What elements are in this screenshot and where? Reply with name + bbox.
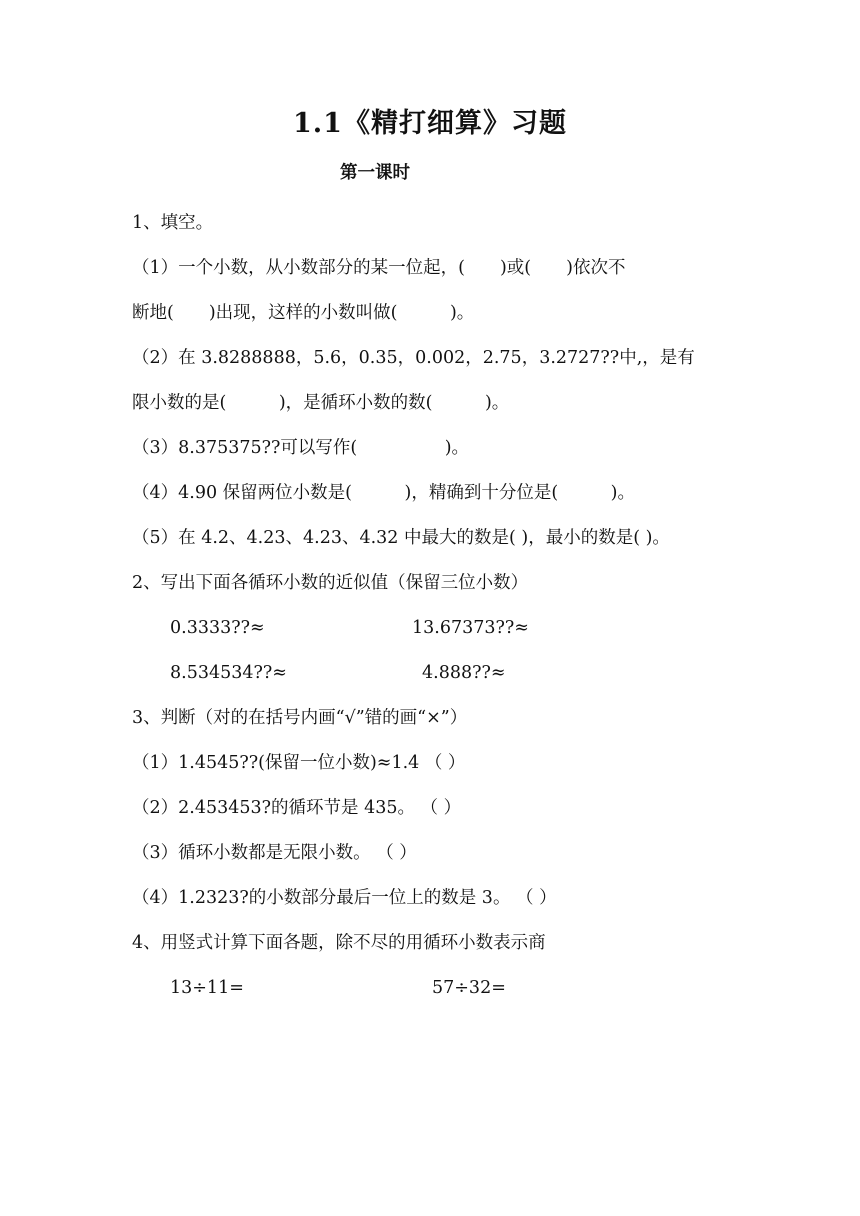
q2-answer-2: 13.67373??≈ (412, 618, 529, 638)
q4-expr-2: 57÷32= (432, 978, 506, 998)
q1-item1-line2: 断地( )出现，这样的小数叫做( )。 (132, 303, 475, 323)
q4-heading: 4、用竖式计算下面各题，除不尽的用循环小数表示商 (132, 933, 546, 953)
q1-item1-line1: （1）一个小数，从小数部分的某一位起，( )或( )依次不 (132, 258, 626, 278)
q2-answer-1: 0.3333??≈ (170, 618, 265, 638)
q3-item2: （2）2.453453?的循环节是 435。 （ ） (132, 798, 462, 818)
q1-item2-line2: 限小数的是( )，是循环小数的数( )。 (132, 393, 510, 413)
q1-item2-line1: （2）在 3.8288888，5.6，0.35，0.002，2.75，3.2727??中,，是有 (132, 348, 695, 368)
q2-answer-4: 4.888??≈ (422, 663, 506, 683)
page-title: 1.1《精打细算》习题 (293, 108, 567, 139)
q2-answer-3: 8.534534??≈ (170, 663, 287, 683)
q3-item1: （1）1.4545??(保留一位小数)≈1.4 （ ） (132, 753, 466, 773)
page-subtitle: 第一课时 (340, 163, 410, 183)
q1-item4: （4）4.90 保留两位小数是( )，精确到十分位是( )。 (132, 483, 635, 503)
q1-item3: （3）8.375375??可以写作( )。 (132, 438, 470, 458)
q1-heading: 1、填空。 (132, 213, 214, 233)
q2-heading: 2、写出下面各循环小数的近似值（保留三位小数） (132, 573, 529, 593)
q3-heading: 3、判断（对的在括号内画“√”错的画“×”） (132, 708, 468, 728)
q3-item3: （3）循环小数都是无限小数。 （ ） (132, 843, 417, 863)
q3-item4: （4）1.2323?的小数部分最后一位上的数是 3。 （ ） (132, 888, 557, 908)
q4-expr-1: 13÷11= (170, 978, 244, 998)
q1-item5: （5）在 4.2、4.23、4.23、4.32 中最大的数是( )，最小的数是( )。 (132, 528, 670, 548)
